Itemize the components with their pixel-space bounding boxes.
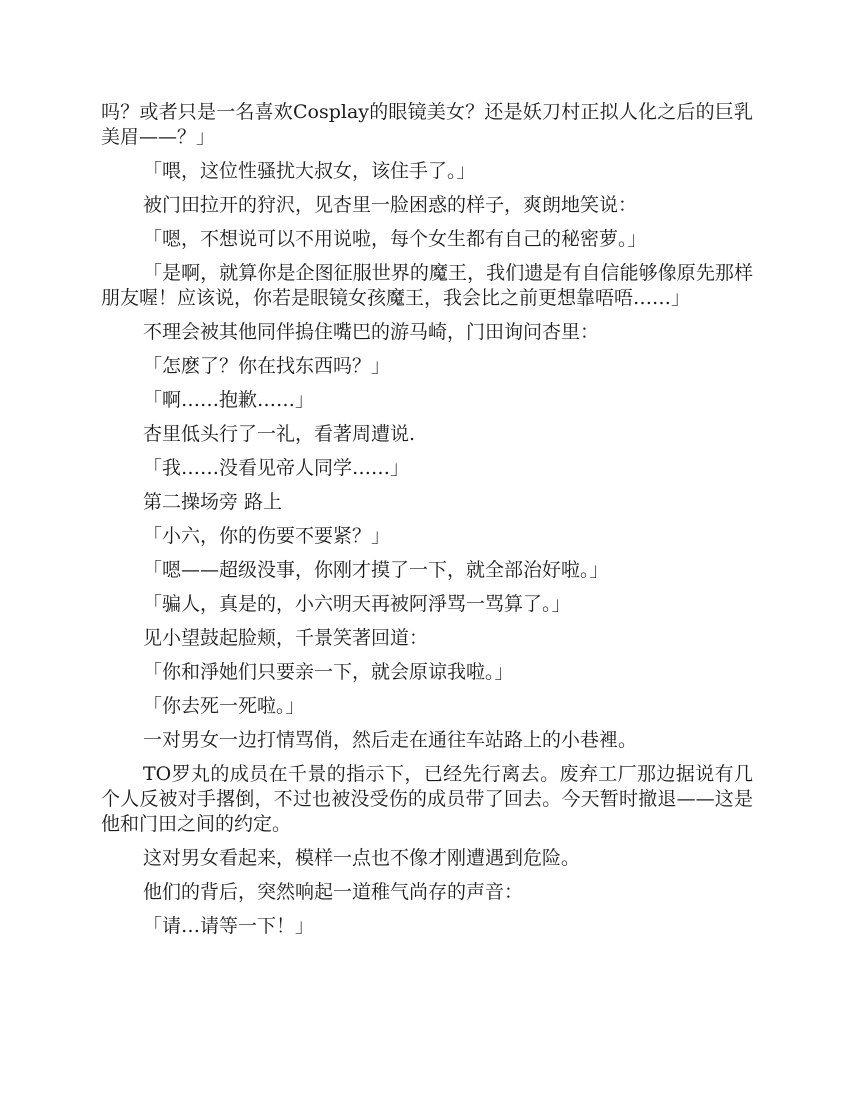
paragraph: 被门田拉开的狩沢，见杏里一脸困惑的样子，爽朗地笑说： <box>143 194 638 216</box>
paragraph: 「是啊，就算你是企图征服世界的魔王，我们遗是有自信能够像原先那样 朋友喔！应该说，你若是眼镜女孩魔王，我会比之前更想靠唔唔……」 <box>101 262 773 309</box>
paragraph: 杏里低头行了一礼，看著周遭说. <box>143 423 416 445</box>
paragraph: TO罗丸的成员在千景的指示下，已经先行离去。废弃工厂那边据说有几个人反被对手撂倒，不过也被没受伤的成员带了回去。今天暂时撤退——这是他和门田之间的约定。 <box>101 763 753 835</box>
paragraph: 一对男女一边打情骂俏，然后走在通往车站路上的小巷裡。 <box>143 729 638 751</box>
paragraph: 「你和淨她们只要亲一下，就会原谅我啦。」 <box>143 661 514 683</box>
paragraph: 这对男女看起来，模样一点也不像才刚遭遇到危险。 <box>143 847 581 869</box>
paragraph: 「你去死一死啦。」 <box>143 695 305 717</box>
paragraph: 「嗯——超级没事，你刚才摸了一下，就全部治好啦。」 <box>143 559 609 581</box>
paragraph: 「请…请等一下！」 <box>143 915 315 937</box>
paragraph: 见小望鼓起脸颊，千景笑著回道： <box>143 627 429 649</box>
paragraph: 吗？或者只是一名喜欢Cosplay的眼镜美女？还是妖刀村正拟人化之后的巨乳美眉——？」 <box>101 101 753 148</box>
paragraph: 「啊……抱歉……」 <box>143 389 315 411</box>
paragraph: 「嗯，不想说可以不用说啦，每个女生都有自己的秘密萝。」 <box>143 228 647 250</box>
document-page <box>101 100 773 948</box>
paragraph: 「小六，你的伤要不要紧？」 <box>143 525 391 547</box>
paragraph: 「骗人，真是的，小六明天再被阿淨骂一骂算了。」 <box>143 593 571 615</box>
paragraph: 「怎麽了？你在找东西吗？」 <box>143 355 391 377</box>
scene-heading: 第二操场旁 路上 <box>143 491 283 513</box>
paragraph: 不理会被其他同伴摀住嘴巴的游马崎，门田询问杏里： <box>143 321 600 343</box>
paragraph: 他们的背后，突然响起一道稚气尚存的声音： <box>143 881 524 903</box>
paragraph: 「我……没看见帝人同学……」 <box>143 457 410 479</box>
paragraph: 「喂，这位性骚扰大叔女，该住手了。」 <box>143 160 476 182</box>
